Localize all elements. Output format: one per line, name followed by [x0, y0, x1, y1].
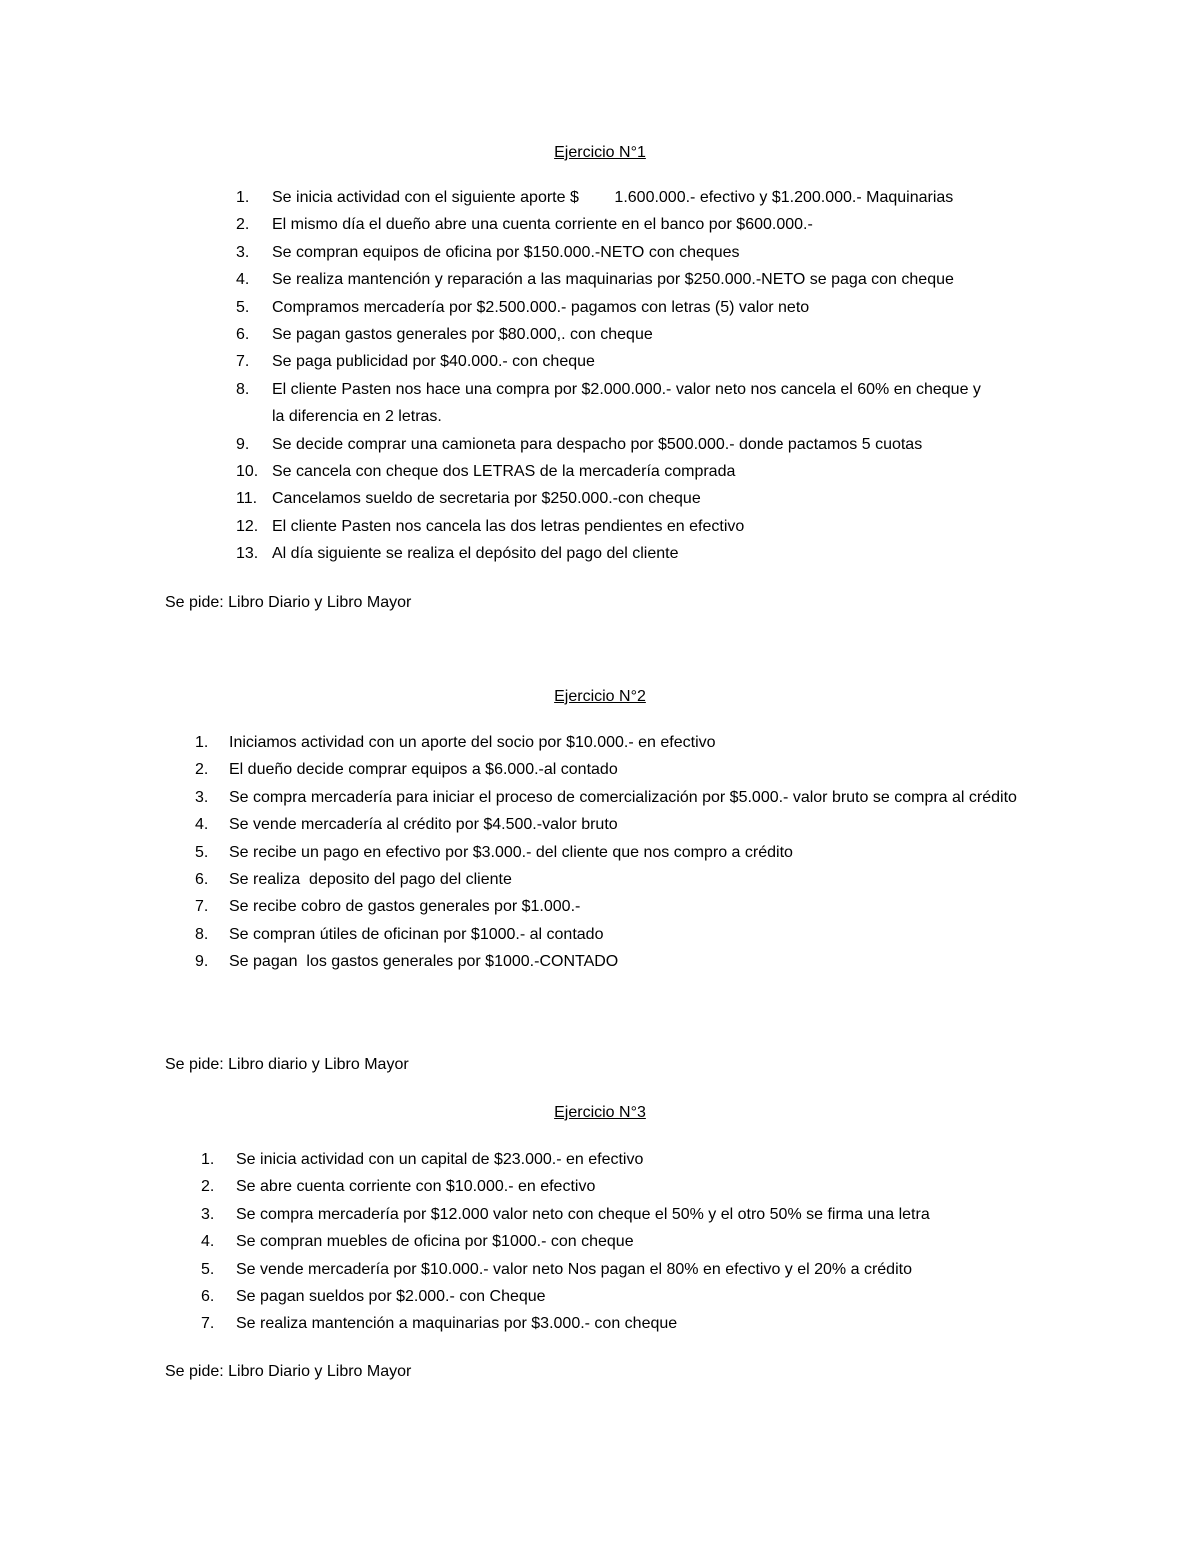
list-item — [236, 211, 1036, 238]
item-text: Se realiza deposito del pago del cliente — [229, 871, 512, 889]
list-item — [201, 1283, 1041, 1310]
list-item — [236, 458, 1036, 485]
item-number: 2. — [201, 1178, 215, 1196]
item-number: 3. — [236, 243, 250, 261]
list-item — [195, 866, 1035, 893]
item-number: 3. — [195, 788, 209, 806]
item-text: Se compran útiles de oficinan por $1000.- al contado — [229, 925, 604, 943]
list-item — [236, 431, 1036, 458]
item-text: Compramos mercadería por $2.500.000.- pagamos con letras (5) valor neto — [272, 298, 810, 316]
list-item — [195, 893, 1035, 920]
item-number: 12. — [236, 517, 259, 535]
list-item — [195, 784, 1035, 811]
item-number: 9. — [236, 435, 250, 453]
item-number: 5. — [236, 298, 250, 316]
exercise-1-list — [236, 184, 1036, 568]
list-item — [236, 294, 1036, 321]
item-number: 4. — [195, 816, 209, 834]
list-item — [236, 239, 1036, 266]
item-number: 3. — [201, 1205, 215, 1223]
list-item — [201, 1256, 1041, 1283]
item-text: Al día siguiente se realiza el depósito del pago del cliente — [272, 545, 679, 563]
item-text: Se recibe cobro de gastos generales por $1.000.- — [229, 898, 581, 916]
item-number: 2. — [236, 216, 250, 234]
item-text: Se paga publicidad por $40.000.- con cheque — [272, 353, 595, 371]
item-number: 10. — [236, 463, 259, 481]
item-text: El mismo día el dueño abre una cuenta corriente en el banco por $600.000.- — [272, 216, 813, 234]
list-item — [201, 1201, 1041, 1228]
exercise-3-list — [201, 1146, 1041, 1338]
item-text: Se realiza mantención a maquinarias por $3.000.- con cheque — [236, 1315, 678, 1333]
list-item — [236, 485, 1036, 512]
item-text: Se compran muebles de oficina por $1000.- con cheque — [236, 1233, 634, 1251]
item-number: 6. — [236, 326, 250, 344]
list-item — [201, 1173, 1041, 1200]
list-item — [236, 266, 1036, 293]
item-number: 6. — [195, 871, 209, 889]
item-number: 2. — [195, 761, 209, 779]
item-number: 8. — [195, 925, 209, 943]
item-text: Se cancela con cheque dos LETRAS de la mercadería comprada — [272, 463, 736, 481]
list-item — [236, 540, 1036, 567]
item-number: 7. — [195, 898, 209, 916]
item-number: 4. — [201, 1233, 215, 1251]
list-item — [195, 921, 1035, 948]
item-number: 13. — [236, 545, 259, 563]
item-text: El cliente Pasten nos hace una compra por $2.000.000.- valor neto nos cancela el 60% en cheque y la diferencia en 2 letras. — [272, 380, 981, 426]
exercise-2-title: Ejercicio N°2 — [554, 688, 646, 705]
item-number: 8. — [236, 380, 250, 398]
item-text: Cancelamos sueldo de secretaria por $250.000.-con cheque — [272, 490, 701, 508]
item-text: Se compran equipos de oficina por $150.000.-NETO con cheques — [272, 243, 740, 261]
item-text: Se compra mercadería para iniciar el proceso de comercialización por $5.000.- valor bruto se compra al crédito — [229, 788, 1017, 806]
item-number: 5. — [201, 1260, 215, 1278]
item-text: Se decide comprar una camioneta para despacho por $500.000.- donde pactamos 5 cuotas — [272, 435, 923, 453]
item-text: El dueño decide comprar equipos a $6.000.-al contado — [229, 761, 618, 779]
item-number: 7. — [201, 1315, 215, 1333]
item-number: 5. — [195, 843, 209, 861]
exercise-3-requirement: Se pide: Libro Diario y Libro Mayor — [165, 1363, 412, 1380]
item-number: 9. — [195, 953, 209, 971]
exercise-3-title: Ejercicio N°3 — [554, 1104, 646, 1121]
list-item — [236, 184, 1036, 211]
list-item — [195, 948, 1035, 975]
exercise-2-requirement: Se pide: Libro diario y Libro Mayor — [165, 1056, 409, 1073]
list-item — [236, 321, 1036, 348]
item-number: 1. — [236, 189, 250, 206]
exercise-1-requirement: Se pide: Libro Diario y Libro Mayor — [165, 594, 412, 611]
list-item — [195, 811, 1035, 838]
item-number: 11. — [236, 490, 258, 508]
list-item — [236, 376, 1036, 431]
item-text: Se inicia actividad con un capital de $23.000.- en efectivo — [236, 1151, 644, 1168]
item-text: El cliente Pasten nos cancela las dos letras pendientes en efectivo — [272, 517, 745, 535]
item-text: Se vende mercadería por $10.000.- valor neto Nos pagan el 80% en efectivo y el 20% a crédito — [236, 1260, 912, 1278]
list-item — [201, 1146, 1041, 1173]
list-item — [195, 729, 1035, 756]
item-text: Se pagan los gastos generales por $1000.-CONTADO — [229, 953, 619, 971]
item-text: Se vende mercadería al crédito por $4.500.-valor bruto — [229, 816, 618, 834]
list-item — [195, 839, 1035, 866]
item-text: Se realiza mantención y reparación a las maquinarias por $250.000.-NETO se paga con cheque — [272, 271, 954, 289]
item-text: Se compra mercadería por $12.000 valor neto con cheque el 50% y el otro 50% se firma una letra — [236, 1205, 930, 1223]
item-text: Se inicia actividad con el siguiente aporte $ 1.600.000.- efectivo y $1.200.000.- Maquinarias — [272, 189, 954, 206]
exercise-1-title: Ejercicio N°1 — [554, 144, 646, 161]
item-number: 4. — [236, 271, 250, 289]
item-text: Se pagan gastos generales por $80.000,. con cheque — [272, 326, 653, 344]
list-item — [201, 1310, 1041, 1337]
item-number: 1. — [195, 734, 209, 751]
list-item — [236, 348, 1036, 375]
item-number: 6. — [201, 1288, 215, 1306]
item-text: Se recibe un pago en efectivo por $3.000.- del cliente que nos compro a crédito — [229, 843, 793, 861]
list-item — [195, 756, 1035, 783]
item-text: Se pagan sueldos por $2.000.- con Cheque — [236, 1288, 546, 1306]
list-item — [201, 1228, 1041, 1255]
item-text: Se abre cuenta corriente con $10.000.- en efectivo — [236, 1178, 596, 1196]
item-text: Iniciamos actividad con un aporte del socio por $10.000.- en efectivo — [229, 734, 716, 751]
exercise-2-list — [195, 729, 1035, 976]
item-number: 7. — [236, 353, 250, 371]
list-item — [236, 513, 1036, 540]
item-number: 1. — [201, 1151, 215, 1168]
